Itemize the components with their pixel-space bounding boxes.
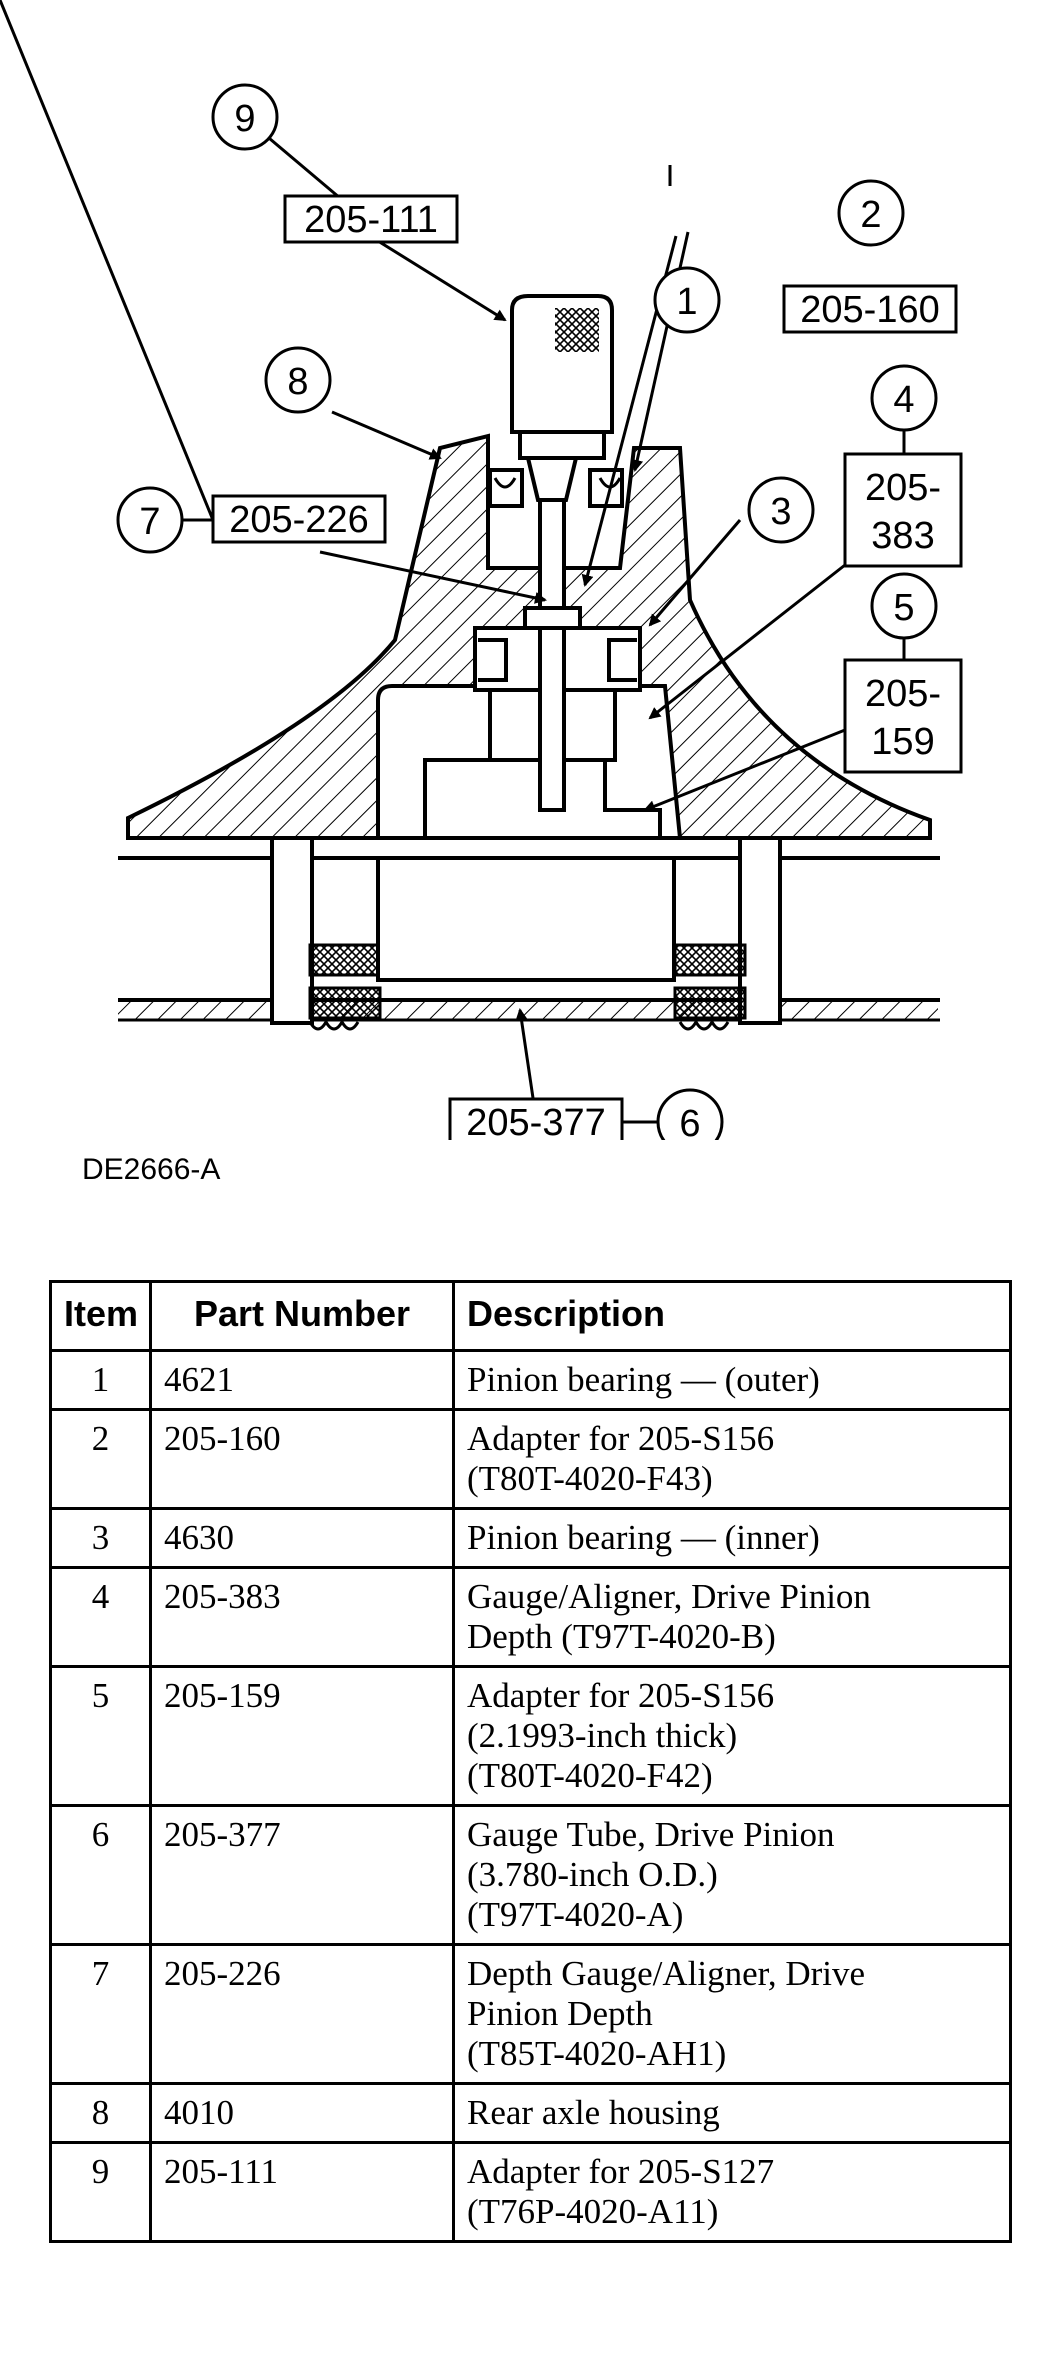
description-line: Gauge Tube, Drive Pinion	[467, 1815, 835, 1854]
cell-item: 9	[51, 2143, 151, 2242]
callout-9	[213, 85, 277, 149]
cell-item: 7	[51, 1945, 151, 2084]
callout-5	[872, 574, 936, 638]
description-line: (T97T-4020-A)	[467, 1895, 684, 1934]
description-line: (3.780-inch O.D.)	[467, 1855, 718, 1894]
table-row	[51, 2143, 1011, 2242]
callout-3	[749, 478, 813, 542]
tool-label-205-159-line1: 205-	[864, 673, 942, 715]
table-row	[51, 1410, 1011, 1509]
description-line: Depth Gauge/Aligner, Drive	[467, 1954, 866, 1993]
callout-4-label: 4	[893, 379, 915, 421]
tool-box-205-111	[285, 196, 457, 242]
cell-part-number: 205-159	[151, 1667, 454, 1806]
description-line: (T80T-4020-F43)	[467, 1459, 713, 1498]
table-row	[51, 1351, 1011, 1410]
tool-label-205-226: 205-226	[229, 499, 369, 541]
description-line: Pinion bearing — (outer)	[467, 1360, 820, 1399]
cell-description	[454, 2143, 1011, 2242]
cell-item: 1	[51, 1351, 151, 1410]
cell-part-number: 4621	[151, 1351, 454, 1410]
cell-part-number: 205-383	[151, 1568, 454, 1667]
callout-2	[839, 181, 903, 245]
cell-description	[454, 1351, 1011, 1410]
description-line: (2.1993-inch thick)	[467, 1716, 738, 1755]
tool-label-205-383-line2: 383	[871, 515, 935, 557]
description-line: Adapter for 205-S156	[467, 1419, 775, 1458]
callout-6-label: 6	[679, 1103, 701, 1140]
tool-label-205-111: 205-111	[304, 199, 438, 241]
cell-item: 4	[51, 1568, 151, 1667]
gauge-tube	[378, 858, 674, 980]
description-line: Depth (T97T-4020-B)	[467, 1617, 776, 1656]
cell-description	[454, 1667, 1011, 1806]
description-line: Rear axle housing	[467, 2093, 720, 2132]
cell-item: 5	[51, 1667, 151, 1806]
cell-item: 8	[51, 2084, 151, 2143]
table-row	[51, 1667, 1011, 1806]
description-line: (T76P-4020-A11)	[467, 2192, 719, 2231]
description-line: (T85T-4020-AH1)	[467, 2034, 727, 2073]
cell-item: 6	[51, 1806, 151, 1945]
callout-8-label: 8	[287, 361, 309, 403]
description-line: Pinion bearing — (inner)	[467, 1518, 820, 1557]
cell-part-number: 205-377	[151, 1806, 454, 1945]
cell-description	[454, 1410, 1011, 1509]
table-row	[51, 1509, 1011, 1568]
cell-description	[454, 1806, 1011, 1945]
description-line: Adapter for 205-S127	[467, 2152, 775, 2191]
callout-2-label: 2	[860, 194, 882, 236]
tool-label-205-377: 205-377	[466, 1102, 606, 1140]
table-row	[51, 1945, 1011, 2084]
description-line: Gauge/Aligner, Drive Pinion	[467, 1577, 871, 1616]
cell-part-number: 4630	[151, 1509, 454, 1568]
description-line: Pinion Depth	[467, 1994, 653, 2033]
cell-item: 2	[51, 1410, 151, 1509]
table-row	[51, 1806, 1011, 1945]
table-header-row	[51, 1282, 1011, 1351]
description-line: (T80T-4020-F42)	[467, 1756, 713, 1795]
cell-description	[454, 1509, 1011, 1568]
description-line: Adapter for 205-S156	[467, 1676, 775, 1715]
cell-item: 3	[51, 1509, 151, 1568]
callout-8	[266, 348, 330, 412]
tool-label-205-383-line1: 205-	[864, 467, 942, 509]
cell-part-number: 205-226	[151, 1945, 454, 2084]
tool-box-205-226	[213, 496, 385, 542]
table-body	[51, 1351, 1011, 2242]
tool-box-205-160	[784, 286, 956, 332]
cell-part-number: 205-111	[151, 2143, 454, 2242]
table-row	[51, 2084, 1011, 2143]
callout-1-label: 1	[676, 281, 698, 323]
callout-7-label: 7	[139, 501, 161, 543]
tool-label-205-160: 205-160	[800, 289, 940, 331]
callout-9-label: 9	[234, 98, 256, 140]
callout-1	[655, 268, 719, 332]
callout-4	[872, 366, 936, 430]
tool-label-205-159-line2: 159	[871, 721, 935, 763]
callout-6	[658, 1090, 722, 1140]
header-description: Description	[454, 1282, 1011, 1351]
figure-id: DE2666-A	[82, 1153, 221, 1186]
tool-box-205-377	[450, 1099, 622, 1140]
callout-3-label: 3	[770, 491, 792, 533]
cell-description	[454, 2084, 1011, 2143]
callout-7	[118, 488, 182, 552]
cell-description	[454, 1945, 1011, 2084]
cell-description	[454, 1568, 1011, 1667]
cell-part-number: 4010	[151, 2084, 454, 2143]
tool-box-205-383	[845, 454, 961, 566]
header-item: Item	[51, 1282, 151, 1351]
cell-part-number: 205-160	[151, 1410, 454, 1509]
tool-box-205-159	[845, 660, 961, 772]
pinion-depth-diagram	[0, 0, 1044, 1140]
parts-table	[49, 1280, 1012, 2243]
callout-5-label: 5	[893, 587, 915, 629]
table-row	[51, 1568, 1011, 1667]
header-part-number: Part Number	[151, 1282, 454, 1351]
